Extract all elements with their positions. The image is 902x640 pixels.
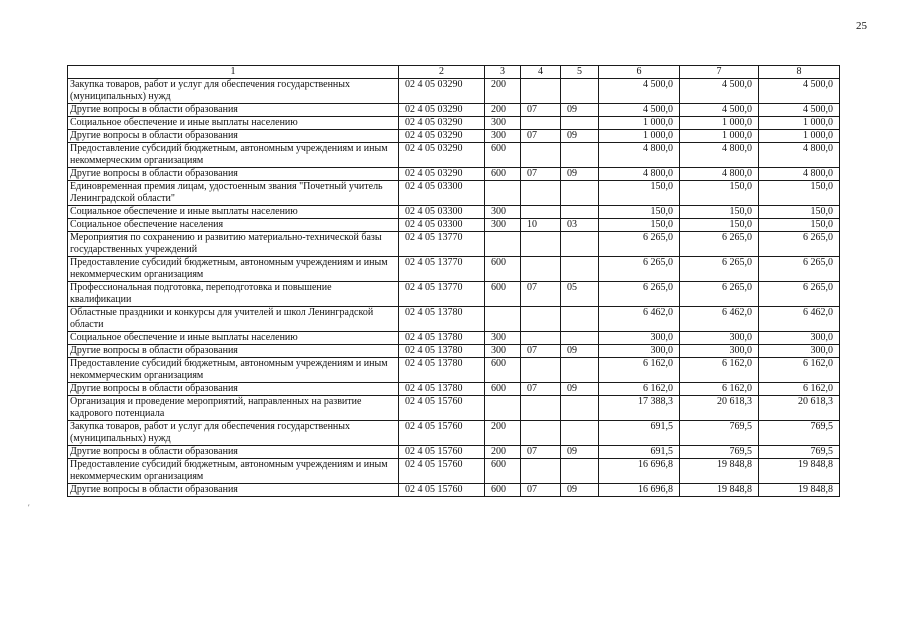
subsection-cell bbox=[561, 232, 599, 257]
type-cell bbox=[485, 307, 521, 332]
table-row bbox=[68, 232, 840, 257]
section-cell bbox=[521, 307, 561, 332]
name-cell: Предоставление субсидий бюджетным, автономным учреждениям и иным некоммерческим организациям bbox=[68, 143, 399, 168]
amount-3-cell: 6 265,0 bbox=[759, 257, 840, 282]
subsection-cell bbox=[561, 79, 599, 104]
amount-1-cell: 691,5 bbox=[599, 446, 680, 459]
amount-1-cell: 6 462,0 bbox=[599, 307, 680, 332]
subsection-cell bbox=[561, 117, 599, 130]
type-cell bbox=[485, 232, 521, 257]
amount-1-cell: 6 162,0 bbox=[599, 358, 680, 383]
subsection-cell bbox=[561, 307, 599, 332]
subsection-cell: 09 bbox=[561, 168, 599, 181]
code-cell: 02 4 05 13780 bbox=[399, 383, 485, 396]
table-row bbox=[68, 396, 840, 421]
type-cell: 300 bbox=[485, 130, 521, 143]
amount-3-cell: 1 000,0 bbox=[759, 130, 840, 143]
name-cell: Социальное обеспечение и иные выплаты населению bbox=[68, 332, 399, 345]
code-cell: 02 4 05 15760 bbox=[399, 396, 485, 421]
name-cell: Закупка товаров, работ и услуг для обеспечения государственных (муниципальных) нужд bbox=[68, 79, 399, 104]
amount-2-cell: 300,0 bbox=[680, 332, 759, 345]
amount-3-cell: 6 462,0 bbox=[759, 307, 840, 332]
code-cell: 02 4 05 13770 bbox=[399, 232, 485, 257]
amount-2-cell: 1 000,0 bbox=[680, 130, 759, 143]
name-cell: Другие вопросы в области образования bbox=[68, 383, 399, 396]
subsection-cell: 09 bbox=[561, 383, 599, 396]
header-cell-3: 3 bbox=[485, 66, 521, 79]
table-row bbox=[68, 206, 840, 219]
type-cell: 600 bbox=[485, 257, 521, 282]
amount-2-cell: 150,0 bbox=[680, 219, 759, 232]
code-cell: 02 4 05 03290 bbox=[399, 130, 485, 143]
amount-3-cell: 300,0 bbox=[759, 332, 840, 345]
section-cell: 07 bbox=[521, 484, 561, 497]
subsection-cell: 09 bbox=[561, 446, 599, 459]
name-cell: Другие вопросы в области образования bbox=[68, 446, 399, 459]
amount-1-cell: 300,0 bbox=[599, 332, 680, 345]
section-cell bbox=[521, 332, 561, 345]
header-cell-5: 5 bbox=[561, 66, 599, 79]
type-cell: 200 bbox=[485, 104, 521, 117]
code-cell: 02 4 05 03300 bbox=[399, 219, 485, 232]
name-cell: Предоставление субсидий бюджетным, автономным учреждениям и иным некоммерческим организациям bbox=[68, 459, 399, 484]
type-cell: 600 bbox=[485, 168, 521, 181]
subsection-cell: 09 bbox=[561, 104, 599, 117]
amount-3-cell: 4 500,0 bbox=[759, 79, 840, 104]
amount-2-cell: 19 848,8 bbox=[680, 484, 759, 497]
amount-1-cell: 4 800,0 bbox=[599, 168, 680, 181]
amount-1-cell: 300,0 bbox=[599, 345, 680, 358]
table-row bbox=[68, 307, 840, 332]
subsection-cell bbox=[561, 396, 599, 421]
subsection-cell: 09 bbox=[561, 345, 599, 358]
section-cell bbox=[521, 396, 561, 421]
type-cell bbox=[485, 181, 521, 206]
section-cell bbox=[521, 79, 561, 104]
header-cell-6: 6 bbox=[599, 66, 680, 79]
header-cell-1: 1 bbox=[68, 66, 399, 79]
table-row bbox=[68, 345, 840, 358]
section-cell bbox=[521, 421, 561, 446]
amount-3-cell: 1 000,0 bbox=[759, 117, 840, 130]
amount-1-cell: 150,0 bbox=[599, 181, 680, 206]
amount-2-cell: 6 265,0 bbox=[680, 282, 759, 307]
subsection-cell bbox=[561, 257, 599, 282]
amount-1-cell: 691,5 bbox=[599, 421, 680, 446]
amount-3-cell: 4 800,0 bbox=[759, 143, 840, 168]
amount-3-cell: 4 800,0 bbox=[759, 168, 840, 181]
amount-3-cell: 20 618,3 bbox=[759, 396, 840, 421]
name-cell: Единовременная премия лицам, удостоенным звания "Почетный учитель Ленинградской области" bbox=[68, 181, 399, 206]
table-row bbox=[68, 459, 840, 484]
name-cell: Профессиональная подготовка, переподготовка и повышение квалификации bbox=[68, 282, 399, 307]
code-cell: 02 4 05 15760 bbox=[399, 421, 485, 446]
name-cell: Другие вопросы в области образования bbox=[68, 345, 399, 358]
section-cell bbox=[521, 143, 561, 168]
subsection-cell: 03 bbox=[561, 219, 599, 232]
table-row bbox=[68, 143, 840, 168]
table-row bbox=[68, 79, 840, 104]
amount-3-cell: 150,0 bbox=[759, 219, 840, 232]
budget-table-body bbox=[68, 66, 840, 497]
amount-1-cell: 150,0 bbox=[599, 206, 680, 219]
code-cell: 02 4 05 03290 bbox=[399, 143, 485, 168]
amount-2-cell: 300,0 bbox=[680, 345, 759, 358]
table-row bbox=[68, 117, 840, 130]
name-cell: Предоставление субсидий бюджетным, автономным учреждениям и иным некоммерческим организациям bbox=[68, 358, 399, 383]
header-cell-7: 7 bbox=[680, 66, 759, 79]
table-row bbox=[68, 130, 840, 143]
table-row bbox=[68, 383, 840, 396]
table-row bbox=[68, 332, 840, 345]
name-cell: Областные праздники и конкурсы для учителей и школ Ленинградской области bbox=[68, 307, 399, 332]
name-cell: Закупка товаров, работ и услуг для обеспечения государственных (муниципальных) нужд bbox=[68, 421, 399, 446]
type-cell: 300 bbox=[485, 345, 521, 358]
subsection-cell bbox=[561, 206, 599, 219]
subsection-cell: 05 bbox=[561, 282, 599, 307]
amount-3-cell: 150,0 bbox=[759, 181, 840, 206]
name-cell: Предоставление субсидий бюджетным, автономным учреждениям и иным некоммерческим организациям bbox=[68, 257, 399, 282]
code-cell: 02 4 05 15760 bbox=[399, 484, 485, 497]
section-cell: 07 bbox=[521, 383, 561, 396]
type-cell: 600 bbox=[485, 282, 521, 307]
table-row bbox=[68, 484, 840, 497]
code-cell: 02 4 05 13770 bbox=[399, 282, 485, 307]
section-cell: 07 bbox=[521, 130, 561, 143]
type-cell: 600 bbox=[485, 358, 521, 383]
type-cell: 200 bbox=[485, 421, 521, 446]
amount-3-cell: 6 162,0 bbox=[759, 383, 840, 396]
amount-3-cell: 769,5 bbox=[759, 421, 840, 446]
amount-2-cell: 19 848,8 bbox=[680, 459, 759, 484]
subsection-cell bbox=[561, 459, 599, 484]
amount-2-cell: 150,0 bbox=[680, 181, 759, 206]
amount-2-cell: 769,5 bbox=[680, 421, 759, 446]
section-cell: 07 bbox=[521, 168, 561, 181]
name-cell: Социальное обеспечение и иные выплаты населению bbox=[68, 117, 399, 130]
type-cell bbox=[485, 396, 521, 421]
table-row bbox=[68, 282, 840, 307]
code-cell: 02 4 05 13770 bbox=[399, 257, 485, 282]
amount-2-cell: 769,5 bbox=[680, 446, 759, 459]
section-cell: 07 bbox=[521, 282, 561, 307]
type-cell: 200 bbox=[485, 79, 521, 104]
amount-2-cell: 6 265,0 bbox=[680, 232, 759, 257]
amount-3-cell: 769,5 bbox=[759, 446, 840, 459]
amount-3-cell: 6 265,0 bbox=[759, 232, 840, 257]
amount-1-cell: 150,0 bbox=[599, 219, 680, 232]
type-cell: 300 bbox=[485, 117, 521, 130]
type-cell: 600 bbox=[485, 143, 521, 168]
type-cell: 300 bbox=[485, 206, 521, 219]
name-cell: Мероприятия по сохранению и развитию материально-технической базы государственных учреждений bbox=[68, 232, 399, 257]
name-cell: Другие вопросы в области образования bbox=[68, 168, 399, 181]
section-cell bbox=[521, 459, 561, 484]
amount-2-cell: 6 162,0 bbox=[680, 383, 759, 396]
section-cell: 07 bbox=[521, 104, 561, 117]
code-cell: 02 4 05 15760 bbox=[399, 446, 485, 459]
header-cell-8: 8 bbox=[759, 66, 840, 79]
amount-1-cell: 4 800,0 bbox=[599, 143, 680, 168]
amount-1-cell: 6 265,0 bbox=[599, 232, 680, 257]
stray-mark: ′ bbox=[28, 503, 30, 512]
amount-1-cell: 17 388,3 bbox=[599, 396, 680, 421]
amount-1-cell: 6 162,0 bbox=[599, 383, 680, 396]
section-cell bbox=[521, 257, 561, 282]
name-cell: Другие вопросы в области образования bbox=[68, 484, 399, 497]
amount-2-cell: 4 800,0 bbox=[680, 168, 759, 181]
name-cell: Другие вопросы в области образования bbox=[68, 130, 399, 143]
code-cell: 02 4 05 03300 bbox=[399, 181, 485, 206]
code-cell: 02 4 05 15760 bbox=[399, 459, 485, 484]
name-cell: Социальное обеспечение населения bbox=[68, 219, 399, 232]
amount-2-cell: 4 500,0 bbox=[680, 104, 759, 117]
code-cell: 02 4 05 03290 bbox=[399, 168, 485, 181]
amount-3-cell: 150,0 bbox=[759, 206, 840, 219]
amount-2-cell: 4 800,0 bbox=[680, 143, 759, 168]
table-row bbox=[68, 181, 840, 206]
amount-1-cell: 6 265,0 bbox=[599, 257, 680, 282]
section-cell: 07 bbox=[521, 446, 561, 459]
amount-3-cell: 6 265,0 bbox=[759, 282, 840, 307]
table-row bbox=[68, 219, 840, 232]
code-cell: 02 4 05 03290 bbox=[399, 104, 485, 117]
budget-table bbox=[67, 65, 840, 497]
amount-3-cell: 300,0 bbox=[759, 345, 840, 358]
type-cell: 600 bbox=[485, 459, 521, 484]
amount-1-cell: 16 696,8 bbox=[599, 459, 680, 484]
subsection-cell bbox=[561, 143, 599, 168]
section-cell bbox=[521, 206, 561, 219]
code-cell: 02 4 05 13780 bbox=[399, 332, 485, 345]
subsection-cell bbox=[561, 181, 599, 206]
amount-1-cell: 1 000,0 bbox=[599, 117, 680, 130]
code-cell: 02 4 05 13780 bbox=[399, 345, 485, 358]
type-cell: 600 bbox=[485, 383, 521, 396]
code-cell: 02 4 05 13780 bbox=[399, 307, 485, 332]
type-cell: 300 bbox=[485, 332, 521, 345]
subsection-cell: 09 bbox=[561, 484, 599, 497]
subsection-cell: 09 bbox=[561, 130, 599, 143]
name-cell: Социальное обеспечение и иные выплаты населению bbox=[68, 206, 399, 219]
amount-1-cell: 1 000,0 bbox=[599, 130, 680, 143]
subsection-cell bbox=[561, 421, 599, 446]
amount-2-cell: 6 265,0 bbox=[680, 257, 759, 282]
subsection-cell bbox=[561, 332, 599, 345]
code-cell: 02 4 05 13780 bbox=[399, 358, 485, 383]
subsection-cell bbox=[561, 358, 599, 383]
amount-3-cell: 19 848,8 bbox=[759, 484, 840, 497]
code-cell: 02 4 05 03300 bbox=[399, 206, 485, 219]
table-row bbox=[68, 104, 840, 117]
code-cell: 02 4 05 03290 bbox=[399, 79, 485, 104]
amount-1-cell: 16 696,8 bbox=[599, 484, 680, 497]
section-cell bbox=[521, 181, 561, 206]
type-cell: 300 bbox=[485, 219, 521, 232]
type-cell: 200 bbox=[485, 446, 521, 459]
amount-2-cell: 4 500,0 bbox=[680, 79, 759, 104]
name-cell: Другие вопросы в области образования bbox=[68, 104, 399, 117]
amount-2-cell: 20 618,3 bbox=[680, 396, 759, 421]
amount-1-cell: 4 500,0 bbox=[599, 104, 680, 117]
table-row bbox=[68, 421, 840, 446]
table-row bbox=[68, 358, 840, 383]
code-cell: 02 4 05 03290 bbox=[399, 117, 485, 130]
amount-3-cell: 4 500,0 bbox=[759, 104, 840, 117]
section-cell bbox=[521, 232, 561, 257]
section-cell bbox=[521, 358, 561, 383]
amount-3-cell: 19 848,8 bbox=[759, 459, 840, 484]
header-cell-4: 4 bbox=[521, 66, 561, 79]
table-row bbox=[68, 257, 840, 282]
section-cell: 10 bbox=[521, 219, 561, 232]
amount-2-cell: 6 462,0 bbox=[680, 307, 759, 332]
section-cell bbox=[521, 117, 561, 130]
amount-1-cell: 6 265,0 bbox=[599, 282, 680, 307]
table-row bbox=[68, 446, 840, 459]
page-number: 25 bbox=[856, 20, 867, 32]
name-cell: Организация и проведение мероприятий, направленных на развитие кадрового потенциала bbox=[68, 396, 399, 421]
header-cell-2: 2 bbox=[399, 66, 485, 79]
amount-3-cell: 6 162,0 bbox=[759, 358, 840, 383]
amount-2-cell: 150,0 bbox=[680, 206, 759, 219]
amount-2-cell: 6 162,0 bbox=[680, 358, 759, 383]
amount-1-cell: 4 500,0 bbox=[599, 79, 680, 104]
type-cell: 600 bbox=[485, 484, 521, 497]
amount-2-cell: 1 000,0 bbox=[680, 117, 759, 130]
header-row bbox=[68, 66, 840, 79]
section-cell: 07 bbox=[521, 345, 561, 358]
table-row bbox=[68, 168, 840, 181]
